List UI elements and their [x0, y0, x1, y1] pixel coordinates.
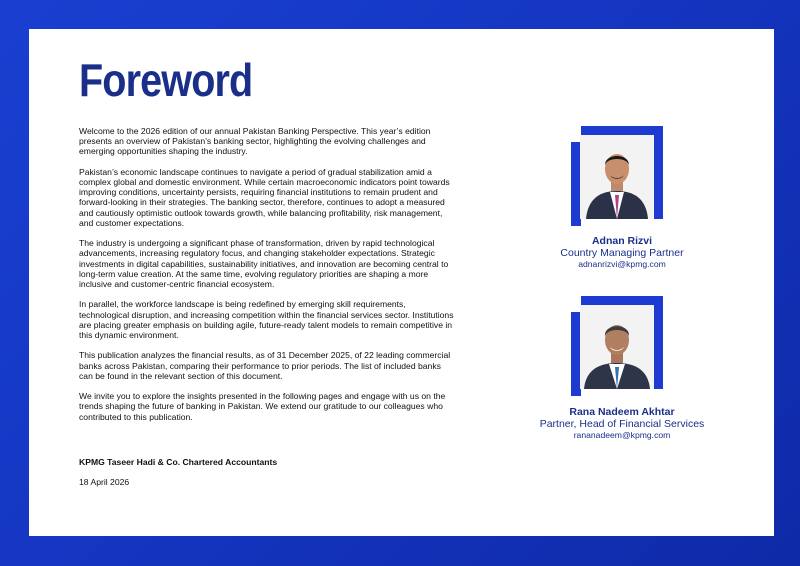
person-email[interactable]: adnanrizvi@kpmg.com — [578, 259, 666, 269]
person-card — [507, 406, 737, 440]
person-name: Adnan Rizvi — [591, 235, 653, 247]
foreword-page — [29, 29, 774, 536]
portrait-frame — [571, 296, 671, 396]
adnan-rizvi-photo — [580, 135, 654, 219]
paragraph: The industry is undergoing a significant phase of transformation, driven by rapid technological advancements, increasing regulatory focus, and changing stakeholder expectations. Strategic investments in digital capabilities, sustainability initiatives, and innovation are becoming central to long-term value creation. At the same time, evolving regulatory priorities are shaping a more inclusive and customer-centric financial ecosystem. — [79, 238, 449, 290]
rana-nadeem-akhtar-photo — [580, 305, 654, 389]
paragraph: Welcome to the 2026 edition of our annual Pakistan Banking Perspective. This year’s edition presents an overview of Pakistan’s banking sector, highlighting the evolving challenges and emerging opportunities shaping the industry. — [79, 126, 431, 157]
person-email[interactable]: rananadeem@kpmg.com — [573, 430, 671, 440]
paragraph: This publication analyzes the financial results, as of 31 December 2025, of 22 leading commercial banks across Pakistan, comparing their performance to prior periods. The list of included banks can be found in the relevant section of this document. — [79, 350, 451, 381]
portrait-frame — [571, 126, 671, 226]
signoff — [79, 457, 277, 487]
person-card — [507, 235, 737, 269]
page-title: Foreword — [79, 54, 253, 106]
person-role: Partner, Head of Financial Services — [539, 418, 705, 430]
foreword-body — [79, 126, 454, 432]
firm-name: KPMG Taseer Hadi & Co. Chartered Accountants — [79, 457, 278, 467]
paragraph: In parallel, the workforce landscape is being redefined by emerging skill requirements, technological disruption, and increasing competition within the financial services sector. Institutions are placing greater emphasis on building agile, future-ready talent models to remain competitive in this dynamic environment. — [79, 299, 454, 341]
signoff-date: 18 April 2026 — [79, 477, 130, 487]
person-role: Country Managing Partner — [560, 247, 684, 259]
paragraph: We invite you to explore the insights presented in the following pages and engage with us on the trends shaping the future of banking in Pakistan. We extend our gratitude to our colleagues who contributed to this publication. — [79, 391, 446, 422]
person-name: Rana Nadeem Akhtar — [569, 406, 675, 418]
paragraph: Pakistan’s economic landscape continues to navigate a period of gradual stabilization amid a complex global and domestic environment. While certain macroeconomic indicators point towards improving conditions, uncertainty persists, requiring financial institutions to remain prudent and forward-looking in their strategies. The banking sector, therefore, continues to adopt a measured and cautiously optimistic outlook towards growth, while balancing profitability, risk management, and customer expectations. — [79, 166, 450, 228]
